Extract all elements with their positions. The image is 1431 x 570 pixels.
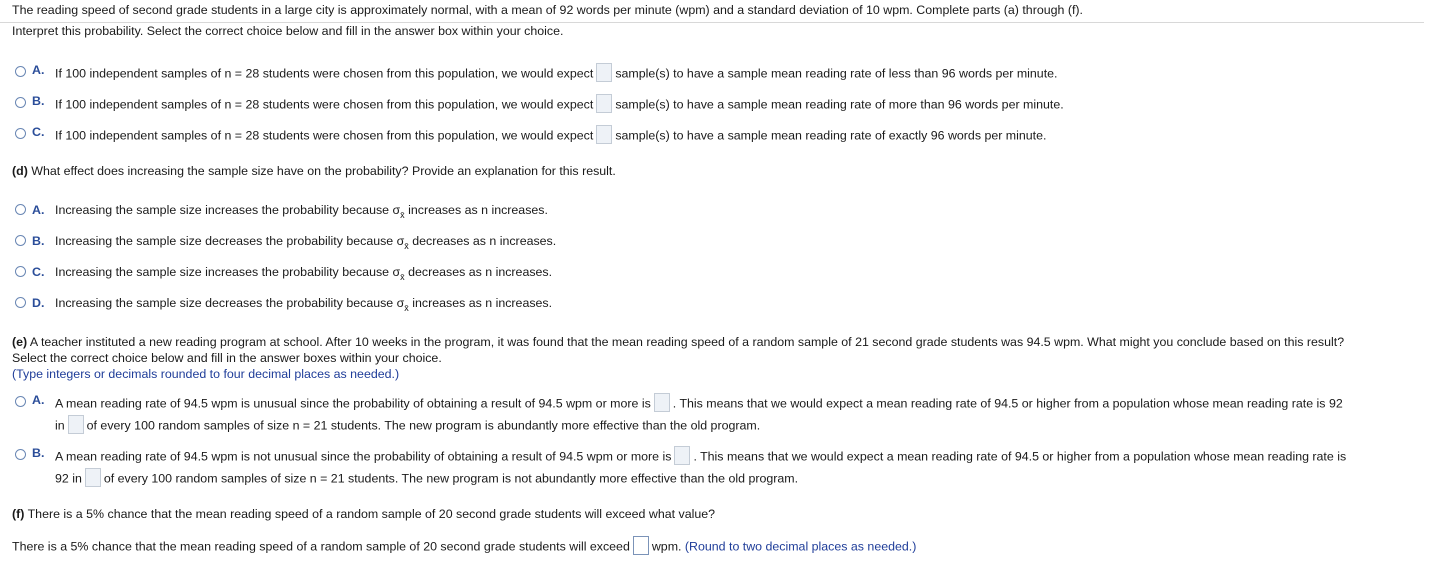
f-hint: (Round to two decimal places as needed.) [684, 539, 917, 554]
d-choice-c-text-before: Increasing the sample size increases the probability because [55, 265, 390, 279]
f-answer-line [12, 539, 916, 555]
e-label: (e) [12, 335, 28, 349]
d-label: (d) [12, 164, 28, 178]
d-question [12, 164, 616, 178]
c-choice-a-answer-box[interactable] [596, 63, 612, 82]
sigma-symbol: σ [392, 203, 401, 217]
d-choice-b-text-before: Increasing the sample size decreases the probability because [55, 234, 394, 248]
c-choice-c-text-after: sample(s) to have a sample mean reading rate of exactly 96 words per minute. [615, 128, 1047, 143]
e-choice-b-line1 [55, 449, 1346, 465]
f-answer-unit: wpm. [651, 539, 682, 554]
c-choice-c-letter: C. [32, 125, 45, 139]
x-bar-subscript: x̄ [400, 210, 405, 220]
d-question-text: What effect does increasing the sample size have on the probability? Provide an explanation for this result. [31, 164, 616, 178]
d-choice-d-letter: D. [32, 296, 45, 310]
d-choice-b-text-after: decreases as n increases. [412, 234, 557, 248]
e-choice-b-count-box[interactable] [85, 468, 101, 487]
e-choice-a-letter: A. [32, 393, 45, 407]
sigma-symbol: σ [392, 265, 401, 279]
e-choice-b-text-before: A mean reading rate of 94.5 wpm is not unusual since the probability of obtaining a result of 94.5 wpm or more is [55, 449, 672, 464]
sigma-symbol: σ [396, 234, 405, 248]
e-choice-a-text-before: A mean reading rate of 94.5 wpm is unusual since the probability of obtaining a result of 94.5 wpm or more is [55, 396, 651, 411]
c-choice-b-text-after: sample(s) to have a sample mean reading rate of more than 96 words per minute. [615, 97, 1064, 112]
problem-statement: The reading speed of second grade students in a large city is approximately normal, with a mean of 92 words per minute (wpm) and a standard deviation of 10 wpm. Complete parts (a) through (f). [12, 3, 1083, 17]
e-question [12, 335, 1344, 349]
x-bar-subscript: x̄ [404, 241, 409, 251]
f-label: (f) [12, 507, 25, 521]
c-choice-c-text-before: If 100 independent samples of n = 28 students were chosen from this population, we would expect [55, 128, 594, 143]
e-choice-b-probability-box[interactable] [674, 446, 690, 465]
c-choice-b-text-before: If 100 independent samples of n = 28 students were chosen from this population, we would expect [55, 97, 594, 112]
e-choice-a-line1 [55, 396, 1343, 412]
x-bar-subscript: x̄ [400, 272, 405, 282]
e-choice-b-text-after: . This means that we would expect a mean reading rate of 94.5 or higher from a population whose mean reading rate is [693, 449, 1347, 464]
divider [0, 22, 1424, 23]
e-hint: (Type integers or decimals rounded to four decimal places as needed.) [12, 367, 400, 381]
e-choice-a-radio[interactable] [15, 396, 26, 407]
e-choice-a-probability-box[interactable] [654, 393, 670, 412]
c-choice-c [55, 128, 1046, 144]
e-choice-a-text-after: . This means that we would expect a mean reading rate of 94.5 or higher from a population whose mean reading rate is 92 [672, 396, 1343, 411]
d-choice-c-letter: C. [32, 265, 45, 279]
c-choice-b-radio[interactable] [15, 97, 26, 108]
f-question [12, 507, 715, 521]
e-choice-b-letter: B. [32, 446, 45, 460]
e-choice-b-line2 [55, 471, 798, 487]
f-question-text: There is a 5% chance that the mean reading speed of a random sample of 20 second grade students will exceed what value? [27, 507, 716, 521]
sigma-symbol: σ [396, 296, 405, 310]
c-choice-a-radio[interactable] [15, 66, 26, 77]
e-question-text: A teacher instituted a new reading program at school. After 10 weeks in the program, it was found that the mean reading speed of a random sample of 21 second grade students was 94.5 wpm. What might you conclude based on this result? [29, 335, 1345, 349]
d-choice-d [55, 296, 553, 313]
d-choice-b-letter: B. [32, 234, 45, 248]
d-choice-d-text-after: increases as n increases. [412, 296, 553, 310]
e-choice-a-line2-before: in [55, 418, 65, 433]
e-choice-b-radio[interactable] [15, 449, 26, 460]
e-choice-b-line2-after: of every 100 random samples of size n = 21 students. The new program is not abundantly more effective than the old program. [103, 471, 799, 486]
d-choice-a [55, 203, 548, 220]
f-answer-box[interactable] [633, 536, 649, 555]
c-choice-a [55, 66, 1057, 82]
d-choice-a-radio[interactable] [15, 204, 26, 215]
c-choice-c-answer-box[interactable] [596, 125, 612, 144]
d-choice-d-radio[interactable] [15, 297, 26, 308]
d-choice-a-letter: A. [32, 203, 45, 217]
c-choice-a-text-after: sample(s) to have a sample mean reading rate of less than 96 words per minute. [615, 66, 1058, 81]
c-choice-b-letter: B. [32, 94, 45, 108]
c-choice-a-text-before: If 100 independent samples of n = 28 students were chosen from this population, we would expect [55, 66, 594, 81]
d-choice-a-text-after: increases as n increases. [408, 203, 548, 217]
c-choice-b-answer-box[interactable] [596, 94, 612, 113]
e-choice-a-count-box[interactable] [68, 415, 84, 434]
x-bar-subscript: x̄ [404, 303, 409, 313]
d-choice-a-text-before: Increasing the sample size increases the probability because [55, 203, 390, 217]
c-instruction: Interpret this probability. Select the correct choice below and fill in the answer box within your choice. [12, 24, 564, 38]
d-choice-b [55, 234, 557, 251]
c-choice-b [55, 97, 1064, 113]
e-instruction: Select the correct choice below and fill in the answer boxes within your choice. [12, 351, 442, 365]
d-choice-c-text-after: decreases as n increases. [408, 265, 553, 279]
d-choice-c [55, 265, 553, 282]
d-choice-c-radio[interactable] [15, 266, 26, 277]
e-choice-a-line2 [55, 418, 760, 434]
d-choice-b-radio[interactable] [15, 235, 26, 246]
c-choice-c-radio[interactable] [15, 128, 26, 139]
c-choice-a-letter: A. [32, 63, 45, 77]
f-answer-text: There is a 5% chance that the mean reading speed of a random sample of 20 second grade students will exceed [12, 539, 630, 554]
e-choice-b-line2-before: 92 in [55, 471, 82, 486]
e-choice-a-line2-after: of every 100 random samples of size n = 21 students. The new program is abundantly more effective than the old program. [86, 418, 761, 433]
d-choice-d-text-before: Increasing the sample size decreases the probability because [55, 296, 394, 310]
